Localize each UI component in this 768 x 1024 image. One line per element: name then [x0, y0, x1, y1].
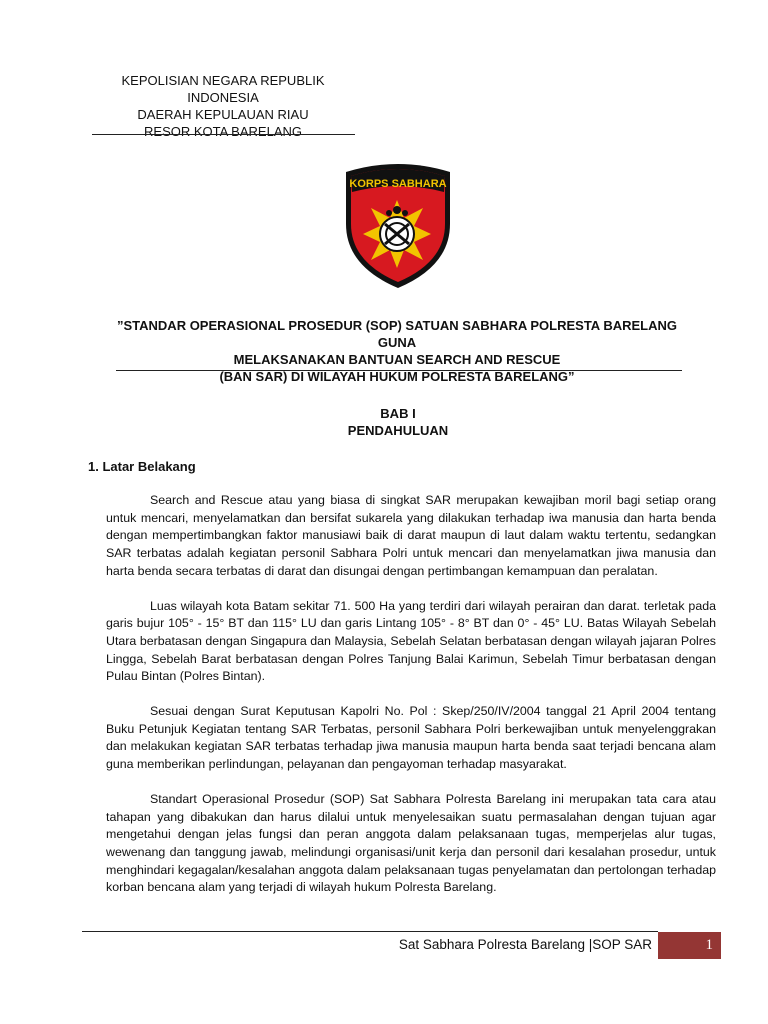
title-divider — [116, 370, 682, 371]
title-line-1: ”STANDAR OPERASIONAL PROSEDUR (SOP) SATUAN SABHARA POLRESTA BARELANG GUNA — [117, 318, 677, 350]
footer-text: Sat Sabhara Polresta Barelang |SOP SAR — [398, 937, 652, 952]
chapter-number: BAB I — [380, 406, 416, 421]
title-line-3: (BAN SAR) DI WILAYAH HUKUM POLRESTA BARELANG” — [219, 369, 575, 384]
document-title — [100, 317, 694, 385]
paragraph-2: Luas wilayah kota Batam sekitar 71. 500 Ha yang terdiri dari wilayah perairan dan darat. terletak pada garis bujur 105° - 15° BT dan 115° LU dan garis Lintang 105° - 8° BT dan 0° - 45° LU. Batas Wilayah Sebelah Utara berbatasan dengan Singapura dan Malaysia, Sebelah Selatan berbatasan dengan wilayah jajaran Polres Lingga, Sebelah Barat berbatasan dengan Polres Tanjung Balai Karimun, Sebelah Timur berbatasan dengan Pulau Bintan (Polres Bintan). — [106, 598, 716, 684]
body-text — [106, 492, 716, 914]
paragraph-1: Search and Rescue atau yang biasa di singkat SAR merupakan kewajiban moril bagi setiap orang untuk mencari, menyelamatkan dan bersifat sukarela yang dilakukan terhadap iwa manusia dan harta benda dengan mempertimbangkan faktor manusiawi baik di darat maupun di laut dalam waktu tertentu, sedangkan SAR terbatas adalah kegiatan personil Sabhara Polri untuk mencari dan menyelamatkan jiwa manusia dan harta benda secara terbatas di darat dan disungai dengan pertimbangan kemampuan dan peralatan. — [106, 493, 716, 578]
chapter-name: PENDAHULUAN — [347, 423, 449, 438]
letterhead — [88, 72, 358, 140]
letterhead-line-1: KEPOLISIAN NEGARA REPUBLIK INDONESIA — [121, 73, 325, 105]
letterhead-line-3: RESOR KOTA BARELANG — [144, 124, 302, 139]
title-line-2: MELAKSANAKAN BANTUAN SEARCH AND RESCUE — [233, 352, 561, 367]
letterhead-line-2: DAERAH KEPULAUAN RIAU — [137, 107, 309, 122]
section-heading: 1. Latar Belakang — [88, 459, 196, 474]
paragraph-4: Standart Operasional Prosedur (SOP) Sat Sabhara Polresta Barelang ini merupakan tata cara atau tahapan yang dibakukan dan harus dilalui untuk menyelesaikan suatu permasalahan dengan tujuan agar mengetahui dengan jelas fungsi dan peran anggota dalam pelaksanaan tugas, memperjelas alur tugas, wewenang dan tanggung jawab, melindungi organisasi/unit kerja dan personil dari kesalahan prosedur, untuk menghindari kegagalan/kesalahan anggota dalam pelaksanaan tugas penyelamatan dan pertolongan terhadap korban bencana alam yang terjadi di wilayah hukum Polresta Barelang. — [106, 791, 716, 895]
letterhead-divider — [92, 134, 355, 135]
page-number: 1 — [658, 932, 721, 959]
footer-divider — [82, 931, 658, 932]
korps-sabhara-emblem-icon — [340, 158, 456, 290]
paragraph-3: Sesuai dengan Surat Keputusan Kapolri No. Pol : Skep/250/IV/2004 tanggal 21 April 2004 tentang Buku Petunjuk Kegiatan tentang SAR Terbatas, personil Sabhara Polri berkewajiban untuk menyelenggrakan dan melakukan kegiatan SAR terbatas terhadap jiwa manusia maupun harta benda saat terjadi bencana alam guna memberikan perlindungan, pelayanan dan pengayoman terhadap masyarakat. — [106, 704, 716, 772]
chapter-heading — [300, 405, 496, 439]
logo-text: KORPS SABHARA — [349, 178, 447, 190]
